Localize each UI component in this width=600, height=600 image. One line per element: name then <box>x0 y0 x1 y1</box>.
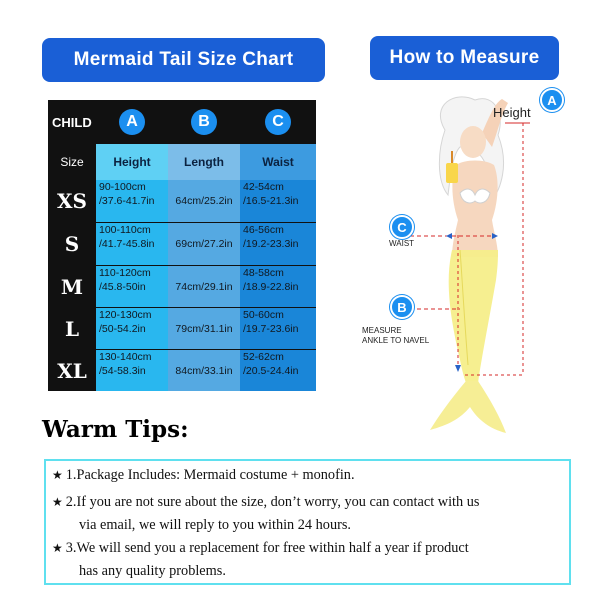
tip-text: via email, we will reply to you within 24 hours. <box>79 517 351 533</box>
waist-label: WAIST <box>389 239 415 248</box>
warm-tips-box <box>44 459 571 585</box>
size-cell: L <box>48 308 96 349</box>
height-label: Height <box>493 105 531 120</box>
waist-cell <box>240 350 316 391</box>
waist-in: /16.5-21.3in <box>243 195 299 207</box>
size-cell: XL <box>48 350 96 391</box>
tip-text: 2.If you are not sure about the size, don’t worry, you can contact with us <box>65 494 480 510</box>
waist-in: /19.7-23.6in <box>243 323 299 335</box>
length-label-line1: MEASURE <box>362 326 402 335</box>
height-column-label: Height <box>96 144 168 180</box>
length-cell: 84cm/33.1in <box>168 350 240 391</box>
table-row <box>48 265 316 307</box>
length-cell: 79cm/31.1in <box>168 308 240 349</box>
marker-b <box>168 100 240 144</box>
tip-text: 3.We will send you a replacement for free within half a year if product <box>65 540 469 556</box>
waist-cm: 42-54cm <box>243 181 284 193</box>
height-cell <box>96 180 168 222</box>
length-column-label: Length <box>168 144 240 180</box>
star-icon: ★ <box>52 541 63 555</box>
tip-line-1 <box>52 467 355 484</box>
height-marker-icon: A <box>540 88 564 112</box>
marker-a <box>96 100 168 144</box>
table-row <box>48 222 316 265</box>
tip-line-3 <box>52 540 469 557</box>
marker-c-icon: C <box>265 109 291 135</box>
size-chart-table <box>48 100 316 390</box>
star-icon: ★ <box>52 495 63 509</box>
height-in: /37.6-41.7in <box>99 195 155 207</box>
waist-cm: 52-62cm <box>243 351 284 363</box>
waist-cell <box>240 180 316 222</box>
table-header-row <box>48 100 316 144</box>
table-column-header-row <box>48 144 316 180</box>
waist-column-label: Waist <box>240 144 316 180</box>
length-label-line2: ANKLE TO NAVEL <box>362 336 430 345</box>
warm-tips-title: Warm Tips: <box>42 416 189 443</box>
marker-b-icon: B <box>191 109 217 135</box>
waist-in: /19.2-23.3in <box>243 238 299 250</box>
height-cell <box>96 308 168 349</box>
size-cell: M <box>48 266 96 307</box>
waist-marker-icon: C <box>390 215 414 239</box>
height-cm: 120-130cm <box>99 309 152 321</box>
height-in: /45.8-50in <box>99 281 146 293</box>
length-cell: 69cm/27.2in <box>168 223 240 265</box>
star-icon: ★ <box>52 468 63 482</box>
length-cell: 64cm/25.2in <box>168 180 240 222</box>
tip-text: has any quality problems. <box>79 563 226 579</box>
table-row <box>48 307 316 349</box>
waist-in: /20.5-24.4in <box>243 365 299 377</box>
height-cm: 100-110cm <box>99 224 151 236</box>
height-in: /54-58.3in <box>99 365 146 377</box>
mermaid-figure-illustration <box>360 85 600 440</box>
height-in: /50-54.2in <box>99 323 146 335</box>
table-row <box>48 180 316 222</box>
waist-cm: 50-60cm <box>243 309 284 321</box>
height-cell <box>96 266 168 307</box>
waist-cm: 46-56cm <box>243 224 284 236</box>
waist-cell <box>240 308 316 349</box>
child-label: CHILD <box>52 114 92 130</box>
marker-a-icon: A <box>119 109 145 135</box>
table-row <box>48 349 316 391</box>
length-label <box>362 326 429 346</box>
measure-diagram <box>360 85 600 440</box>
size-cell: S <box>48 223 96 265</box>
tip-line-2-cont <box>79 517 351 534</box>
size-cell: XS <box>48 180 96 222</box>
tip-line-2 <box>52 494 479 511</box>
height-cm: 110-120cm <box>99 267 151 279</box>
tip-line-3-cont <box>79 563 226 580</box>
waist-cell <box>240 223 316 265</box>
height-cm: 90-100cm <box>99 181 146 193</box>
size-chart-title: Mermaid Tail Size Chart <box>42 38 325 82</box>
height-in: /41.7-45.8in <box>99 238 155 250</box>
length-marker-icon: B <box>390 295 414 319</box>
tip-text: 1.Package Includes: Mermaid costume + monofin. <box>65 467 355 483</box>
waist-cell <box>240 266 316 307</box>
waist-in: /18.9-22.8in <box>243 281 299 293</box>
size-column-label: Size <box>48 144 96 180</box>
how-to-measure-title: How to Measure <box>370 36 559 80</box>
height-cell <box>96 223 168 265</box>
length-cell: 74cm/29.1in <box>168 266 240 307</box>
height-cm: 130-140cm <box>99 351 152 363</box>
waist-cm: 48-58cm <box>243 267 284 279</box>
marker-c <box>240 100 316 144</box>
height-cell <box>96 350 168 391</box>
